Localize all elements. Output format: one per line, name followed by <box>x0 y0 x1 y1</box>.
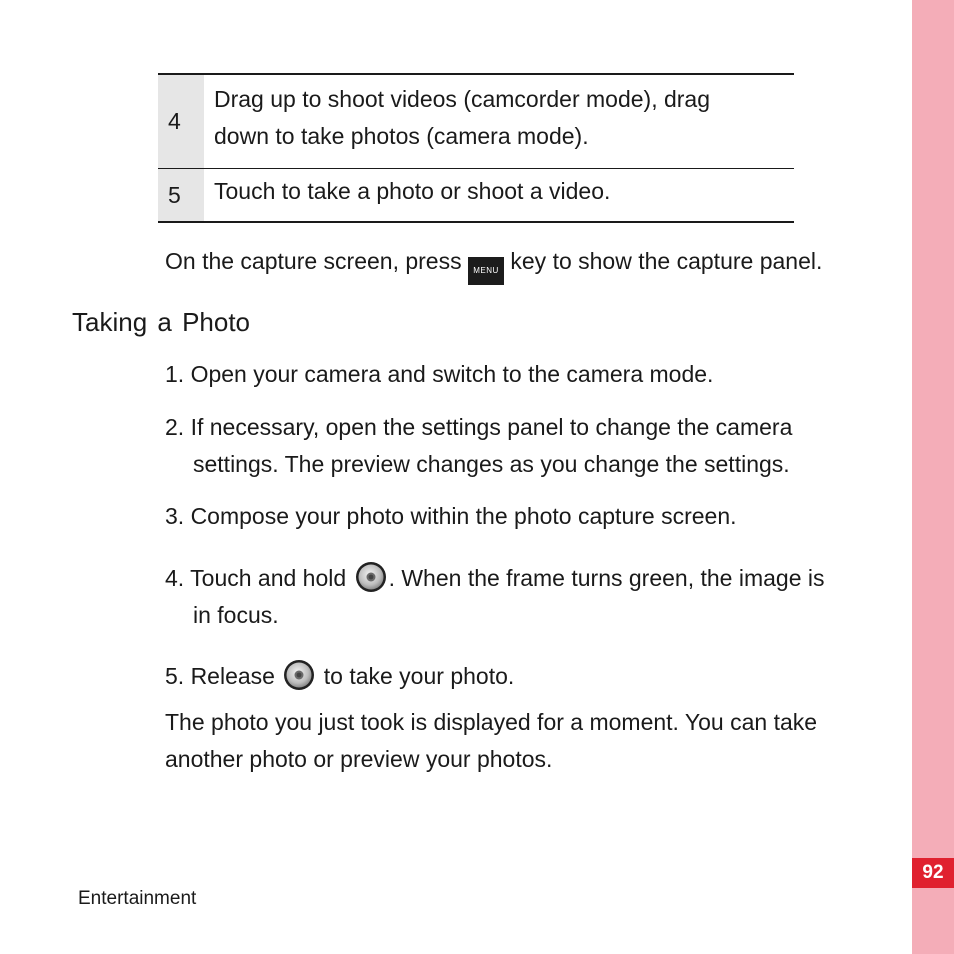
side-strip <box>912 0 954 954</box>
menu-key-icon: MENU <box>468 257 504 285</box>
step-1: 1. Open your camera and switch to the camera mode. <box>165 361 714 387</box>
chapter-footer: Entertainment <box>78 888 197 909</box>
step-3: 3. Compose your photo within the photo capture screen. <box>165 503 737 529</box>
shutter-button-icon <box>355 561 387 593</box>
section-heading: Taking a Photo <box>72 307 251 337</box>
step-2: 2. If necessary, open the settings panel to change the camera settings. The preview changes as you change the settings. <box>165 414 793 477</box>
capture-panel-note: On the capture screen, press MENU key to show the capture panel. <box>165 243 822 285</box>
table-row <box>158 75 794 168</box>
shutter-button-icon <box>283 659 315 691</box>
callout-table <box>158 73 794 223</box>
callout-number: 4 <box>158 75 204 168</box>
step-5: 5. Release to take your photo. <box>165 658 514 695</box>
callout-description <box>204 75 794 168</box>
step-4: 4. Touch and hold . When the frame turns green, the image is in focus. <box>165 560 825 634</box>
closing-paragraph: The photo you just took is displayed for a moment. You can take another photo or preview your photos. <box>165 709 818 772</box>
callout-line: Touch to take a photo or shoot a video. <box>214 178 611 204</box>
callout-line: Drag up to shoot videos (camcorder mode), drag <box>214 86 711 112</box>
callout-number: 5 <box>158 169 204 221</box>
callout-description <box>204 169 794 221</box>
page-number-badge: 92 <box>912 858 954 888</box>
table-row <box>158 168 794 221</box>
callout-line: down to take photos (camera mode). <box>214 123 589 149</box>
